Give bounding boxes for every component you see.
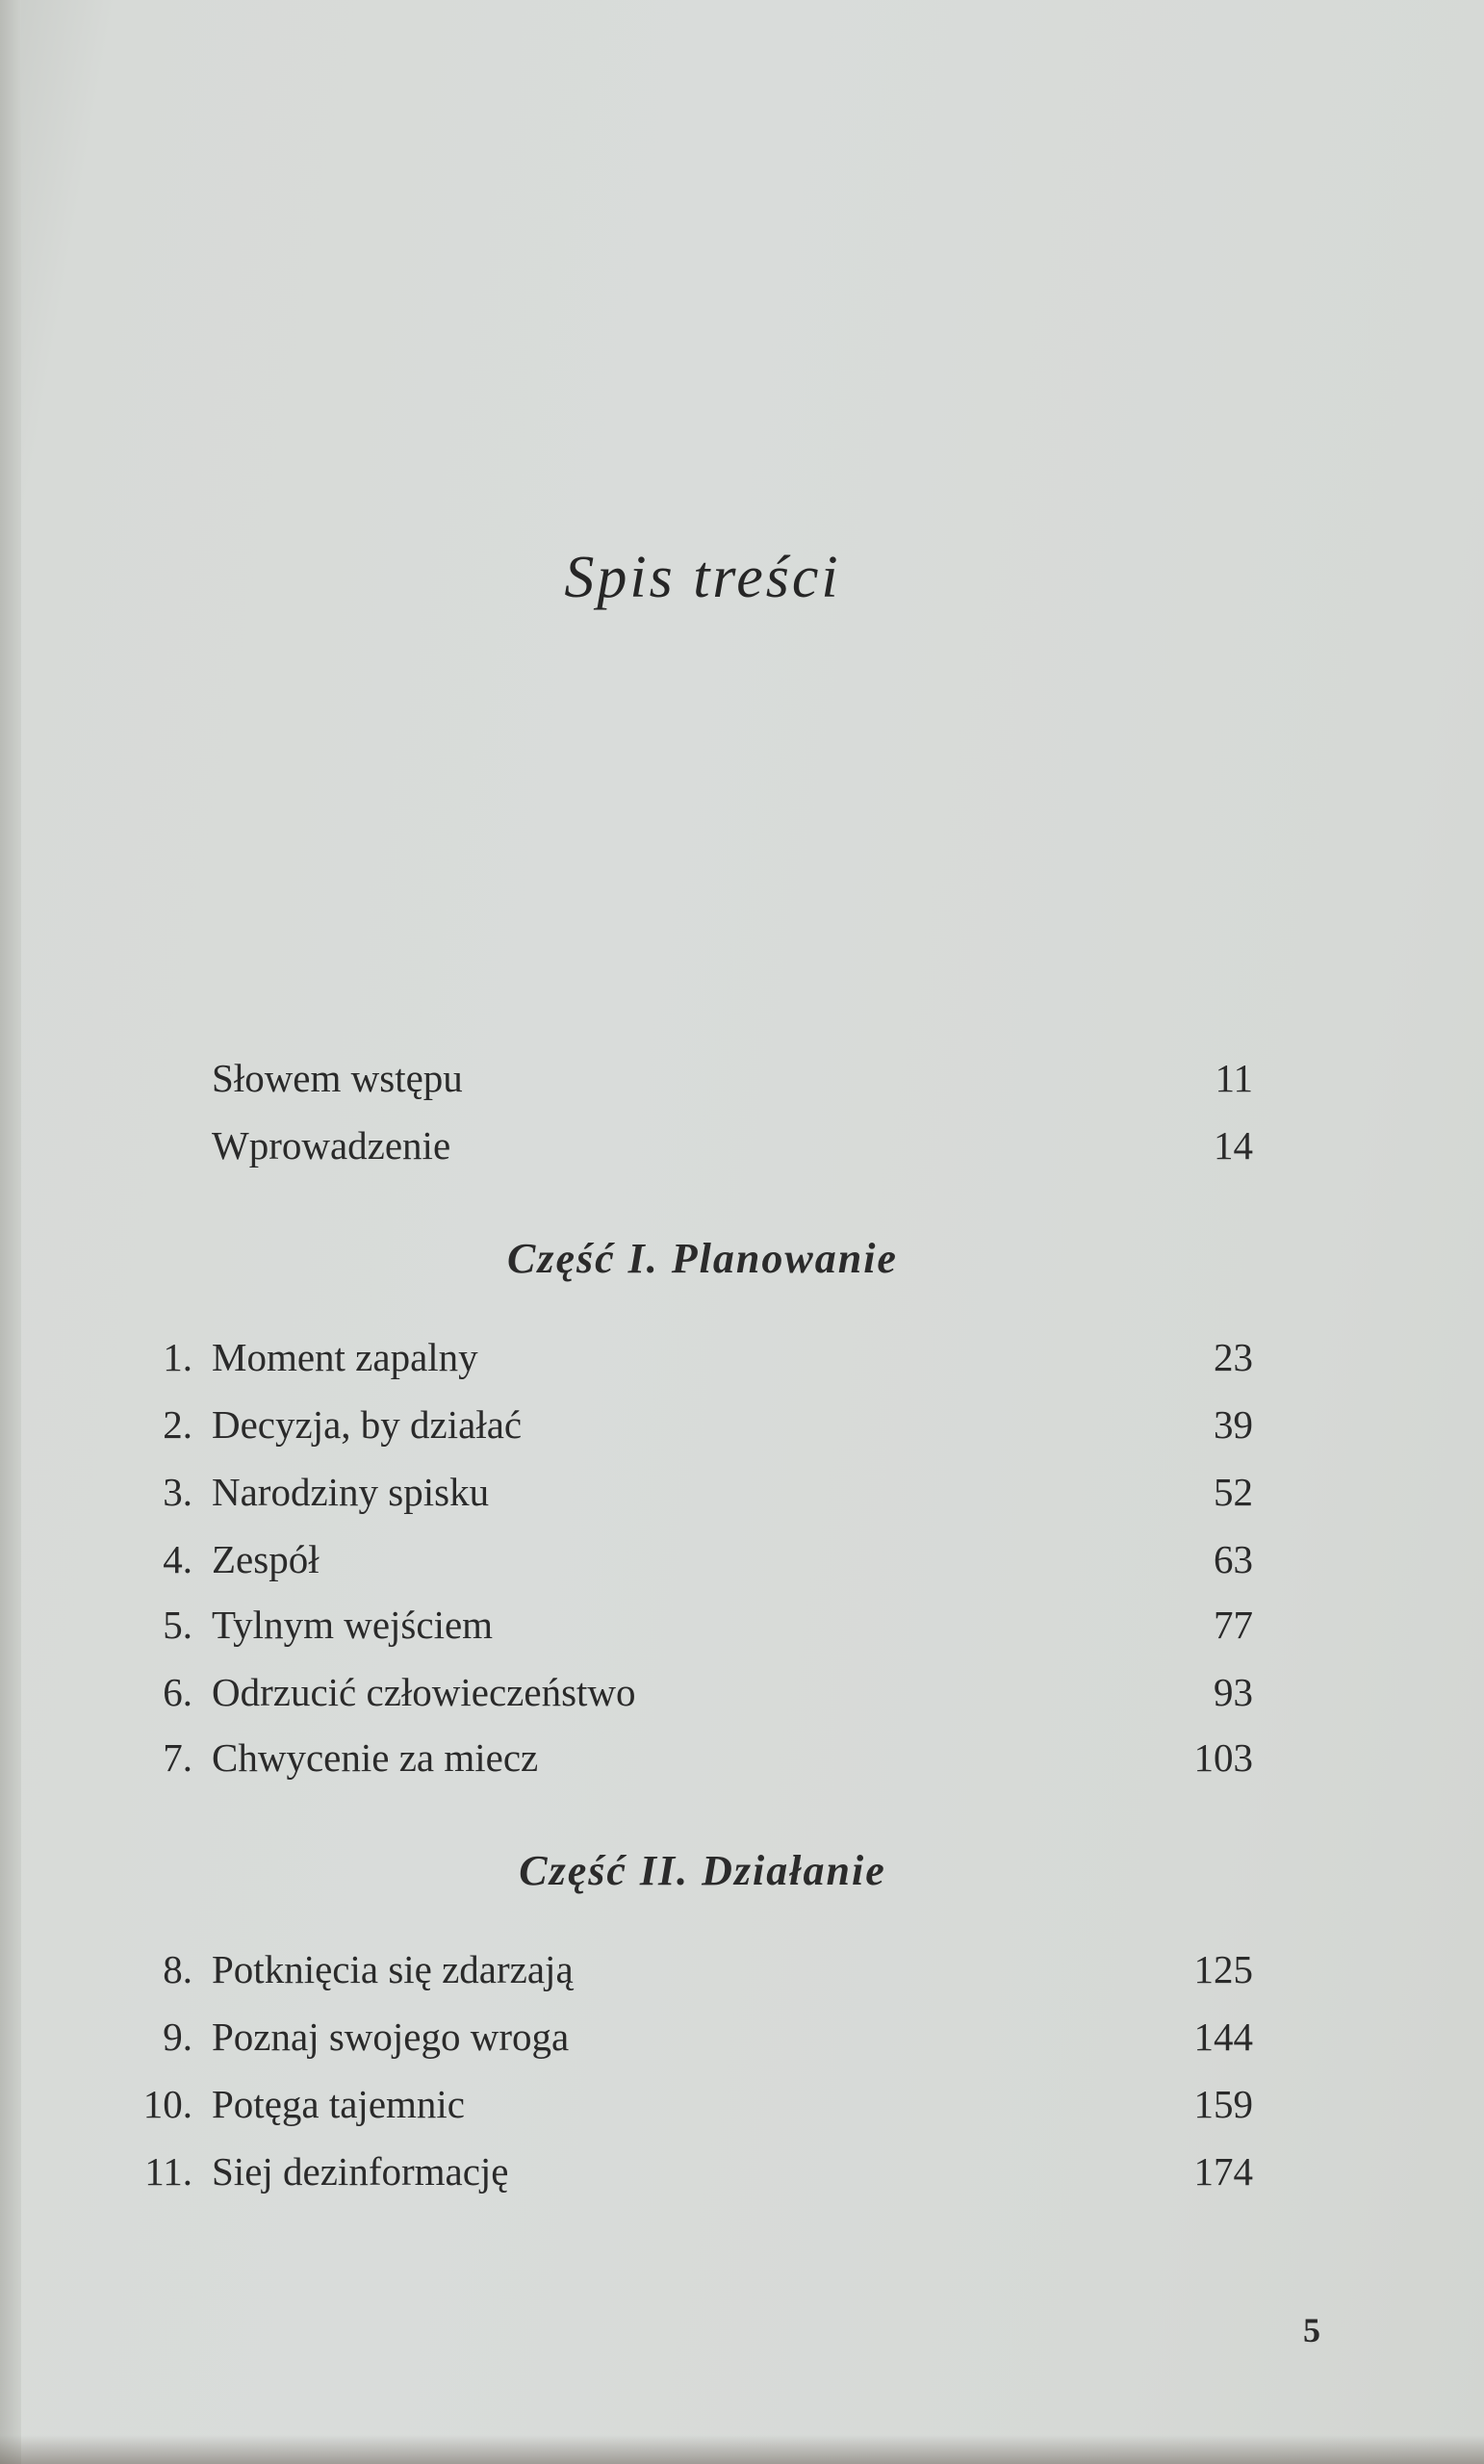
- toc-entry-chapter-2: [0, 1396, 1484, 1453]
- toc-entry-label: Słowem wstępu: [212, 1056, 463, 1100]
- toc-entry-page: 39: [1214, 1402, 1253, 1447]
- toc-entry-label: Tylnym wejściem: [212, 1603, 494, 1647]
- toc-entry-number: 4.: [163, 1537, 192, 1581]
- toc-entry-chapter-11: [0, 2143, 1484, 2200]
- toc-entry-chapter-1: [0, 1328, 1484, 1386]
- page-bottom-shadow: [0, 2435, 1484, 2464]
- toc-entry-chapter-6: [0, 1663, 1484, 1721]
- toc-entry-page: 93: [1214, 1670, 1253, 1714]
- toc-entry-number: 3.: [163, 1470, 192, 1514]
- toc-entry-page: 52: [1214, 1470, 1253, 1514]
- toc-entry-number: 1.: [163, 1335, 192, 1379]
- toc-entry-number: 10.: [142, 2082, 192, 2126]
- toc-entry-label: Wprowadzenie: [212, 1123, 451, 1168]
- toc-entry-label: Narodziny spisku: [212, 1470, 490, 1514]
- toc-entry-number: 2.: [163, 1402, 192, 1447]
- toc-entry-intro-1: [0, 1049, 1484, 1107]
- toc-entry-label: Chwycenie za miecz: [212, 1735, 539, 1780]
- toc-entry-page: 174: [1193, 2149, 1253, 2194]
- toc-entry-label: Potęga tajemnic: [212, 2082, 465, 2126]
- toc-entry-number: 6.: [163, 1670, 192, 1714]
- toc-entry-label: Poznaj swojego wroga: [212, 2015, 570, 2059]
- toc-entry-label: Odrzucić człowieczeństwo: [212, 1670, 636, 1714]
- part-heading-2: Część II. Działanie: [519, 1847, 886, 1894]
- part-heading-1: Część I. Planowanie: [507, 1235, 898, 1282]
- toc-entry-number: 5.: [163, 1603, 192, 1647]
- page-title: Spis treści: [564, 545, 841, 610]
- toc-entry-chapter-8: [0, 1940, 1484, 1998]
- toc-entry-chapter-7: [0, 1729, 1484, 1786]
- toc-entry-page: 14: [1214, 1123, 1253, 1168]
- toc-entry-chapter-9: [0, 2008, 1484, 2066]
- toc-entry-label: Potknięcia się zdarzają: [212, 1947, 574, 1991]
- toc-entry-label: Siej dezinformację: [212, 2149, 509, 2194]
- toc-entry-page: 159: [1193, 2082, 1253, 2126]
- toc-entry-chapter-4: [0, 1530, 1484, 1588]
- toc-entry-label: Zespół: [212, 1537, 320, 1581]
- toc-entry-number: 7.: [163, 1735, 192, 1780]
- toc-entry-label: Moment zapalny: [212, 1335, 478, 1379]
- toc-entry-page: 125: [1193, 1947, 1253, 1991]
- toc-entry-number: 11.: [144, 2149, 192, 2194]
- toc-entry-page: 11: [1215, 1056, 1253, 1100]
- toc-entry-chapter-3: [0, 1463, 1484, 1521]
- toc-entry-intro-2: [0, 1116, 1484, 1174]
- toc-entry-page: 63: [1214, 1537, 1253, 1581]
- toc-entry-page: 103: [1193, 1735, 1253, 1780]
- toc-entry-chapter-10: [0, 2075, 1484, 2133]
- toc-entry-chapter-5: [0, 1596, 1484, 1654]
- toc-entry-page: 144: [1193, 2015, 1253, 2059]
- toc-entry-page: 23: [1214, 1335, 1253, 1379]
- toc-entry-page: 77: [1214, 1603, 1253, 1647]
- page-number: 5: [1303, 2311, 1320, 2349]
- toc-entry-label: Decyzja, by działać: [212, 1402, 523, 1447]
- toc-entry-number: 8.: [163, 1947, 192, 1991]
- toc-entry-number: 9.: [163, 2015, 192, 2059]
